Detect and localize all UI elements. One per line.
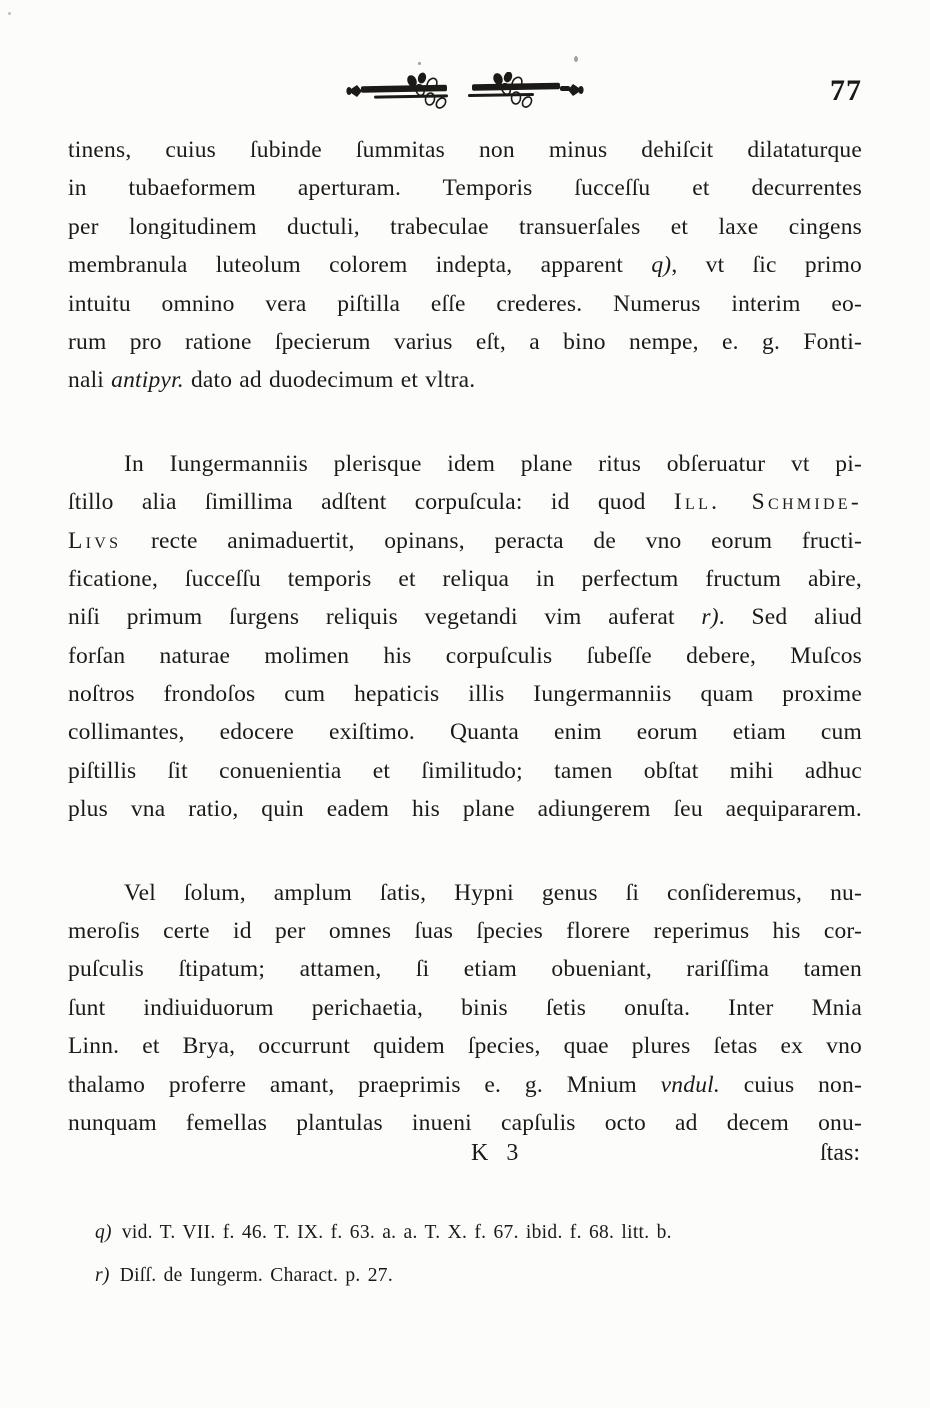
footnote <box>95 1261 835 1291</box>
text-line <box>68 989 862 1027</box>
paragraph <box>68 131 862 400</box>
body-text: nali <box>68 367 112 394</box>
body-text: Linn. et Brya, occurrunt quidem ſpecies, quae plures ſetas ex vno <box>68 1033 862 1060</box>
text-line <box>68 598 862 636</box>
text-line <box>68 675 862 713</box>
text-line <box>68 445 862 483</box>
body-text: nunquam femellas plantulas inueni capſulis octo ad decem onu- <box>68 1109 862 1136</box>
body-text: intuitu omnino vera piſtilla eſſe crederes. Numerus interim eo- <box>68 290 862 317</box>
footnote <box>95 1218 835 1248</box>
scan-speck <box>574 56 578 62</box>
text-line <box>68 208 862 246</box>
italic-text: r) <box>701 604 719 631</box>
body-text: recte animaduertit, opinans, peracta de vno eorum fructi- <box>121 527 862 554</box>
text-line <box>68 1066 862 1104</box>
body-text: puſculis ſtipatum; attamen, ſi etiam obueniant, rariſſima tamen <box>68 956 862 983</box>
body-text: In Iungermanniis plerisque idem plane ritus obſeruatur vt pi- <box>124 450 862 477</box>
body-text: cuius non- <box>719 1071 862 1098</box>
body-text: , vt ſic primo <box>671 252 863 279</box>
body-text: in tubaeformem aperturam. Temporis ſucceſſu et decurrentes <box>68 175 862 202</box>
text-line <box>68 361 862 399</box>
body-text: Vel ſolum, amplum ſatis, Hypni genus ſi conſideremus, nu- <box>124 879 862 906</box>
body-text: meroſis certe id per omnes ſuas ſpecies florere reperimus his cor- <box>68 918 862 945</box>
text-line <box>68 1027 862 1065</box>
text-line <box>68 950 862 988</box>
text-line <box>68 483 862 521</box>
text-line <box>68 522 862 560</box>
smallcaps-text: Ill. Schmide- <box>673 489 862 516</box>
footnotes <box>95 1218 835 1304</box>
text-body <box>68 131 862 1142</box>
italic-text: q) <box>651 252 672 279</box>
text-line <box>68 323 862 361</box>
text-line <box>68 912 862 950</box>
text-line <box>68 790 862 828</box>
scan-speck <box>418 62 421 65</box>
body-text: ſunt indiuiduorum perichaetia, binis ſetis onuſta. Inter Mnia <box>68 994 862 1021</box>
body-text: thalamo proferre amant, praeprimis e. g. Mnium <box>68 1071 661 1098</box>
smallcaps-text: Livs <box>68 527 122 554</box>
italic-text: vndul. <box>660 1071 720 1098</box>
body-text: . Sed aliud <box>718 604 862 631</box>
footnote-text: Diſſ. de Iungerm. Charact. p. 27. <box>119 1265 394 1286</box>
body-text: rum pro ratione ſpecierum varius eſt, a bino nempe, e. g. Fonti- <box>68 328 862 355</box>
footnote-mark: r) <box>95 1265 110 1286</box>
body-text: niſi primum ſurgens reliquis vegetandi vim auferat <box>68 604 702 631</box>
footnote-mark: q) <box>95 1222 112 1243</box>
text-line <box>68 560 862 598</box>
body-text: forſan naturae molimen his corpuſculis ſubeſſe debere, Muſcos <box>68 642 862 669</box>
paragraph <box>68 874 862 1143</box>
body-text: tinens, cuius ſubinde ſummitas non minus dehiſcit dilataturque <box>68 137 862 163</box>
text-line <box>68 285 862 323</box>
body-text: noſtros frondoſos cum hepaticis illis Iungermanniis quam proxime <box>68 681 862 708</box>
text-line <box>68 131 862 169</box>
text-line <box>68 874 862 912</box>
signature-row <box>68 1140 862 1180</box>
text-line <box>68 752 862 790</box>
body-text: plus vna ratio, quin eadem his plane adiungerem ſeu aequipararem. <box>68 796 862 823</box>
body-text: collimantes, edocere exiſtimo. Quanta enim eorum etiam cum <box>68 719 862 746</box>
text-line <box>68 246 862 284</box>
text-line <box>68 637 862 675</box>
body-text: ficatione, ſucceſſu temporis et reliqua in perfectum fructum abire, <box>68 565 862 592</box>
text-line <box>68 1104 862 1142</box>
text-line <box>68 713 862 751</box>
body-text: piſtillis ſit conuenientia et ſimilitudo; tamen obſtat mihi adhuc <box>68 757 862 784</box>
body-text: ſtillo alia ſimillima adſtent corpuſcula: id quod <box>68 489 674 516</box>
body-text: dato ad duodecimum et vltra. <box>183 367 476 394</box>
catchword: ſtas: <box>820 1140 860 1166</box>
paragraph <box>68 445 862 829</box>
body-text: membranula luteolum colorem indepta, apparent <box>68 252 652 279</box>
body-text: per longitudinem ductuli, trabeculae transuerſales et laxe cingens <box>68 213 862 240</box>
page-number: 77 <box>830 74 862 107</box>
header-ornament-icon <box>346 72 584 117</box>
italic-text: antipyr. <box>111 367 184 394</box>
scan-speck <box>8 12 11 15</box>
footnote-text: vid. T. VII. f. 46. T. IX. f. 63. a. a. T. X. f. 67. ibid. f. 68. litt. b. <box>121 1222 672 1243</box>
signature-mark: K 3 <box>471 1140 525 1166</box>
page-header <box>68 72 862 114</box>
text-line <box>68 169 862 207</box>
